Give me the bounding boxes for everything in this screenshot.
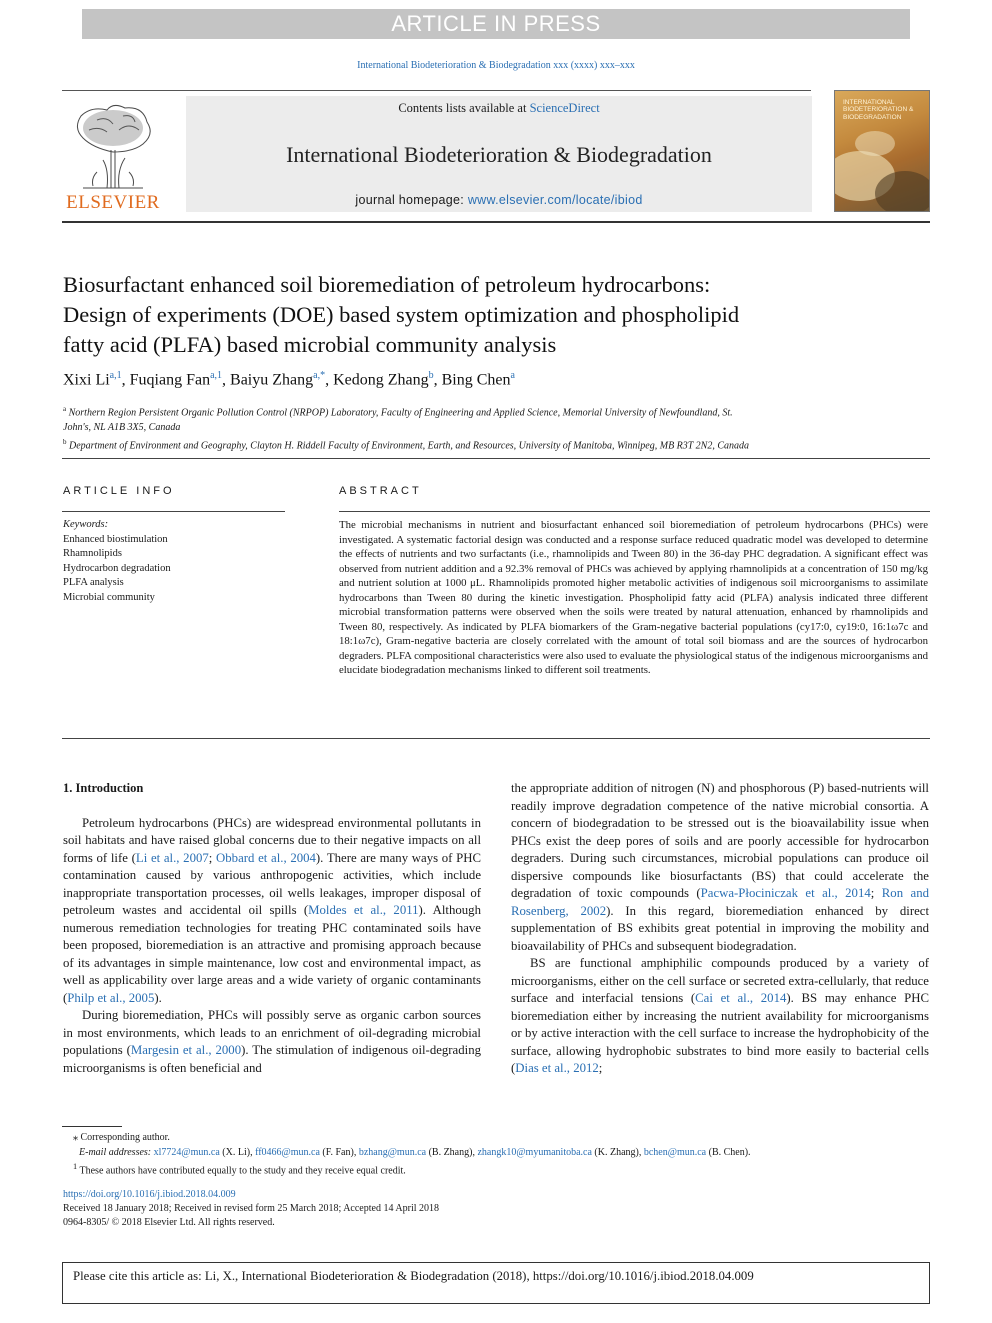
text: ). Although numerous remediation technologies for treating PHC contaminated soils have been proposed, bioremediation is an attractive and promising approach because of its advantages in simple maintenance, low cost and environmental impact, as well as applicability over large areas and a wide variety of organic contaminants ( (63, 903, 481, 1005)
email-link[interactable]: ff0466@mun.ca (255, 1146, 320, 1158)
email-owner: (B. Zhang) (428, 1146, 473, 1158)
author-name[interactable]: Xixi Li (63, 371, 110, 389)
paragraph (511, 955, 929, 1078)
text: the appropriate addition of nitrogen (N) and phosphorous (P) based-nutrients will readily improve degradation competence of the native microbial consortia. A concern of biodegradation to be stressed out is the bioavailability issue when PHCs exist the deep pores of soils and are poorly accessible for hydrocarbon degraders. During such circumstances, microbial populations can produce oil dispersive compounds like biosurfactants (BS) that could accelerate the degradation of toxic compounds ( (511, 781, 929, 900)
email-link[interactable]: bchen@mun.ca (643, 1146, 707, 1158)
author-name[interactable]: Baiyu Zhang (230, 371, 314, 389)
contents-prefix: Contents lists available at (398, 101, 530, 115)
author-affil-mark[interactable]: b (428, 370, 434, 381)
divider (62, 458, 930, 459)
divider (62, 738, 930, 739)
text: ). The stimulation of indigenous oil-degrading microorganisms is often beneficial and (63, 1043, 481, 1075)
corresponding-author-note (63, 1131, 933, 1146)
title-line: Biosurfactant enhanced soil bioremediation of petroleum hydrocarbons: (63, 272, 711, 297)
header-top-rule (62, 90, 811, 91)
homepage-link[interactable]: www.elsevier.com/locate/ibiod (467, 193, 643, 207)
email-label: E-mail addresses: (79, 1146, 152, 1158)
text: ). (154, 990, 162, 1005)
cover-title: INTERNATIONAL BIODETERIORATION & BIODEGRADATION (843, 99, 914, 121)
author-list (63, 370, 515, 389)
keywords (63, 518, 171, 605)
footnote-text: These authors have contributed equally to the study and they receive equal credit. (79, 1165, 406, 1177)
text: Petroleum hydrocarbons (PHCs) are widespread environmental pollutants in soil habitats and have raised global concerns due to their negative impacts on all forms of life ( (63, 815, 481, 865)
affiliation-a (63, 402, 863, 421)
citation-link[interactable]: Moldes et al., 2011 (308, 903, 419, 917)
footnote-text: Corresponding author. (80, 1132, 170, 1143)
journal-masthead (186, 96, 812, 212)
citation-link[interactable]: Pacwa-Płociniczak et al., 2014 (700, 886, 871, 900)
abstract-heading: ABSTRACT (339, 485, 422, 497)
paragraph (63, 1007, 481, 1077)
article-info-heading: ARTICLE INFO (63, 485, 175, 497)
section-heading: 1. Introduction (63, 781, 144, 795)
email-addresses (63, 1146, 933, 1161)
author-affil-mark[interactable]: a,* (313, 370, 326, 381)
publisher-name: ELSEVIER (66, 192, 160, 213)
cover-texture (855, 131, 895, 156)
citation-link[interactable]: Obbard et al., 2004 (216, 850, 316, 865)
body-left-column (63, 780, 481, 1077)
email-owner: (X. Li) (222, 1146, 251, 1158)
paragraph (511, 780, 929, 955)
journal-cover-image[interactable] (834, 90, 930, 212)
text: BS are functional amphiphilic compounds produced by a variety of microorganisms, either on the cell surface or secreted extra-cellularly, that reduce surface and interfacial tensions ( (511, 956, 929, 1005)
keyword[interactable]: Rhamnolipids (63, 548, 122, 559)
divider (339, 511, 930, 512)
email-separator: , (250, 1146, 256, 1158)
email-link[interactable]: bzhang@mun.ca (358, 1146, 427, 1158)
affiliation-mark: b (63, 438, 67, 447)
elsevier-tree-icon (63, 100, 163, 192)
title-line: Design of experiments (DOE) based system optimization and phospholipid (63, 302, 740, 327)
abstract-text: The microbial mechanisms in nutrient and biosurfactant enhanced soil bioremediation of petroleum hydrocarbons (PHCs) were investigated. A systematic factorial design was conducted and a response surface reduced quadratic model was developed to determine the effects of nutrients and two surfactants (i.e., rhamnolipids and Tween 80) in the 36-day PHC degradation. A significant effect was observed from nutrient addition and a 92.3% removal of PHCs was achieved by applying rhamnolipids at a concentration of 150 mg/kg and nutrient solution at 1000 μL. Rhamnolipids promoted higher metabolic activities of indigenous soil microorganisms to assimilate hydrocarbons than Tween 80 during the kinetic investigation. Phospholipid fatty acid (PLFA) analysis indicated three different microbial transformation patterns were observed when the soils were treated by natural attenuation, enhanced by rhamnolipids and Tween 80, respectively. As indicated by PLFA biomarkers of the Gram-negative bacterial populations (cy17:0, cy19:0, 16:1ω7c and 18:1ω7c), Gram-negative bacteria are closely correlated with the amount of total soil biomass and are the sources of hydrocarbon degraders. PLFA compositional characteristics were also used to evaluate the physiological status of the indigenous microorganisms and elucidate biodegradation mechanisms linked to different soil treatments. (339, 519, 928, 676)
author-name[interactable]: Fuqiang Fan (129, 371, 211, 389)
affiliation-a-cont: John's, NL A1B 3X5, Canada (63, 421, 181, 433)
text: During bioremediation, PHCs will possibly serve as organic carbon sources in most environments, which leads to an enrichment of oil-degrading microbial populations ( (63, 1008, 481, 1057)
divider (62, 511, 285, 512)
title-line: fatty acid (PLFA) based microbial community analysis (63, 332, 557, 357)
citation-link[interactable]: Philp et al., 2005 (67, 990, 155, 1005)
email-link[interactable]: xl7724@mun.ca (153, 1146, 220, 1158)
received-dates: Received 18 January 2018; Received in revised form 25 March 2018; Accepted 14 April 2018 (63, 1203, 440, 1214)
email-owner: (F. Fan) (322, 1146, 354, 1158)
header-rule (62, 221, 930, 223)
citation-link[interactable]: Cai et al., 2014 (695, 991, 787, 1005)
article-title (63, 270, 903, 360)
footnote-mark: 1 (73, 1162, 78, 1171)
author-affil-mark[interactable]: a (510, 370, 515, 381)
author-separator: , (222, 371, 231, 389)
keyword[interactable]: Microbial community (63, 591, 155, 603)
sciencedirect-link[interactable]: ScienceDirect (529, 101, 600, 115)
author-affil-mark[interactable]: a,1 (210, 370, 223, 381)
equal-contribution-note (63, 1160, 933, 1179)
keywords-label: Keywords: (63, 519, 109, 530)
citation-link[interactable]: Margesin et al., 2000 (130, 1043, 242, 1057)
email-owner: (B. Chen). (708, 1146, 751, 1158)
author-name[interactable]: Kedong Zhang (333, 371, 429, 389)
journal-reference-link[interactable]: International Biodeterioration & Biodegradation xxx (xxxx) xxx–xxx (357, 60, 635, 71)
copyright: 0964-8305/ © 2018 Elsevier Ltd. All rights reserved. (63, 1217, 275, 1228)
article-metadata (63, 1188, 439, 1230)
email-separator: , (353, 1146, 359, 1158)
body-right-column (511, 780, 929, 1078)
keyword[interactable]: Hydrocarbon degradation (63, 562, 171, 574)
author-separator: , (121, 371, 130, 389)
affiliations (63, 402, 863, 454)
footnote-mark: ⁎ (73, 1132, 78, 1143)
keyword[interactable]: Enhanced biostimulation (63, 533, 168, 545)
affiliation-text: Northern Region Persistent Organic Pollution Control (NRPOP) Laboratory, Faculty of Engineering and Applied Science, Memorial University of Newfoundland, St. (68, 407, 733, 419)
citation-link[interactable]: Dias et al., 2012 (515, 1061, 599, 1075)
cover-texture (875, 171, 930, 212)
email-separator: , (638, 1146, 644, 1158)
affiliation-mark: a (63, 405, 67, 413)
homepage-prefix: journal homepage: (355, 193, 468, 207)
author-name[interactable]: Bing Chen (441, 371, 511, 389)
citation-box (62, 1262, 930, 1304)
journal-homepage (186, 193, 812, 207)
citation-text: Please cite this article as: Li, X., International Biodeterioration & Biodegradation (2018), https://doi.org/10.1016/j.ibiod.2018.04.009 (73, 1269, 754, 1283)
author-separator: , (433, 371, 442, 389)
text: ). In this regard, bioremediation enhanced by direct supplementation of BS exhibits great potential in improving the mobility and bioavailability of PHCs and subsequent biodegradation. (511, 903, 929, 953)
keyword[interactable]: PLFA analysis (63, 577, 124, 588)
citation-link[interactable]: Li et al., 2007 (135, 850, 209, 865)
text: ; (208, 850, 217, 865)
text: ; (870, 886, 882, 900)
doi-link[interactable]: https://doi.org/10.1016/j.ibiod.2018.04.009 (63, 1189, 236, 1200)
contents-line (186, 101, 812, 116)
article-in-press-banner: ARTICLE IN PRESS (82, 9, 910, 39)
journal-title: International Biodeterioration & Biodegradation (286, 142, 712, 167)
footnotes (63, 1131, 933, 1179)
elsevier-logo[interactable] (63, 100, 163, 212)
affiliation-text: Department of Environment and Geography, Clayton H. Riddell Faculty of Environment, Earth, and Resources, University of Manitoba, Winnipeg, MB R3T 2N2, Canada (69, 440, 750, 452)
email-separator: , (472, 1146, 478, 1158)
text: ). BS may enhance PHC bioremediation either by increasing the nutrient availability for microorganisms or by active interaction with the cell surface to increase the hydrophobicity of the surface, allowing hydrophobic substrates to bind more easily to bacterial cells ( (511, 991, 929, 1075)
affiliation-b (63, 435, 863, 454)
text: ). There are many ways of PHC contamination caused by various anthropogenic activities, which include inappropriate transportation processes, oil wells leakages, improper disposal of petroleum wastes and accidental oil spills ( (63, 850, 481, 917)
paragraph (63, 815, 481, 1008)
email-link[interactable]: zhangk10@myumanitoba.ca (477, 1146, 592, 1158)
email-owner: (K. Zhang) (594, 1146, 639, 1158)
author-separator: , (325, 371, 334, 389)
text: ; (598, 1061, 603, 1075)
citation-link[interactable]: Ron and Rosenberg, 2002 (511, 886, 930, 918)
author-affil-mark[interactable]: a,1 (109, 370, 122, 381)
footnote-rule (62, 1126, 122, 1127)
